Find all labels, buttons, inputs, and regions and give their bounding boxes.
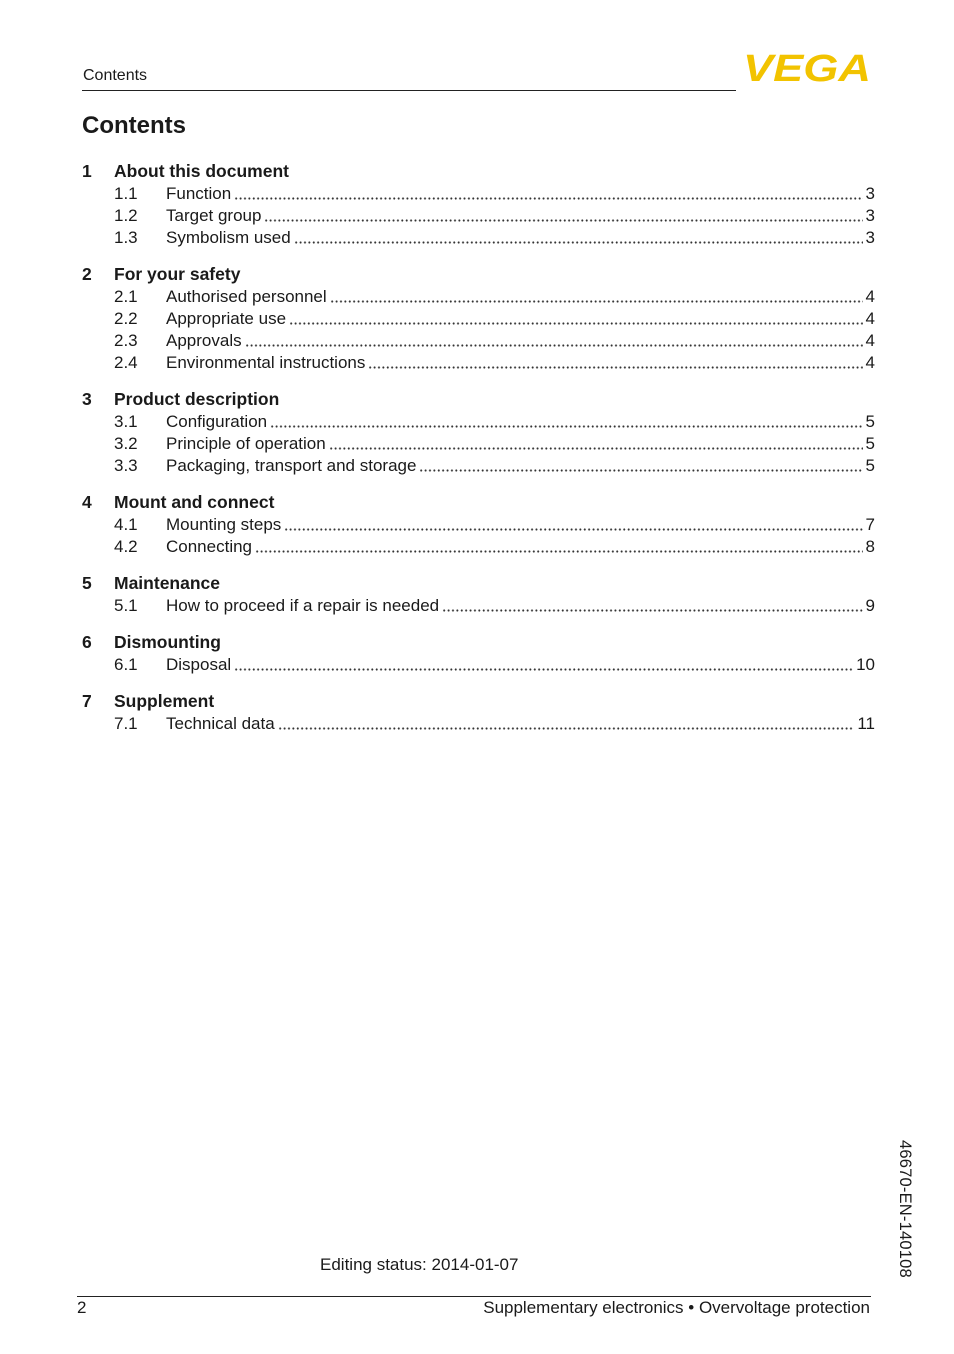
dot-leader bbox=[289, 322, 863, 325]
dot-leader bbox=[368, 366, 862, 369]
entry-page-number: 5 bbox=[865, 434, 875, 453]
entry-title: Target group bbox=[166, 206, 262, 225]
section-title: Maintenance bbox=[114, 572, 220, 593]
toc-section bbox=[82, 490, 875, 558]
entry-number: 4.2 bbox=[114, 537, 138, 556]
dot-leader bbox=[234, 197, 862, 200]
toc-section-heading[interactable] bbox=[82, 689, 875, 713]
toc-entry[interactable] bbox=[82, 330, 875, 352]
section-title: Product description bbox=[114, 388, 280, 409]
section-title: Mount and connect bbox=[114, 491, 275, 512]
dot-leader bbox=[329, 447, 863, 450]
entry-title: Principle of operation bbox=[166, 434, 326, 453]
entry-page-number: 3 bbox=[865, 206, 875, 225]
footer-page-number: 2 bbox=[77, 1298, 87, 1317]
entry-title: Technical data bbox=[166, 714, 275, 733]
section-number: 6 bbox=[82, 631, 92, 652]
footer-title: Supplementary electronics • Overvoltage protection bbox=[483, 1298, 870, 1317]
entry-page-number: 9 bbox=[865, 596, 875, 615]
entry-number: 6.1 bbox=[114, 655, 138, 674]
document-id: 46670-EN-140108 bbox=[896, 1140, 914, 1278]
editing-status: Editing status: 2014-01-07 bbox=[320, 1255, 519, 1274]
entry-number: 3.1 bbox=[114, 412, 138, 431]
entry-page-number: 5 bbox=[865, 456, 875, 475]
entry-number: 7.1 bbox=[114, 714, 138, 733]
entry-number: 1.1 bbox=[114, 184, 138, 203]
toc-section-heading[interactable] bbox=[82, 630, 875, 654]
entry-number: 5.1 bbox=[114, 596, 138, 615]
toc-entry[interactable] bbox=[82, 713, 875, 735]
toc-section-heading[interactable] bbox=[82, 490, 875, 514]
toc-entry[interactable] bbox=[82, 595, 875, 617]
entry-page-number: 3 bbox=[865, 228, 875, 247]
toc-entry[interactable] bbox=[82, 514, 875, 536]
entry-page-number: 10 bbox=[856, 655, 875, 674]
vega-logo-text: VEGA bbox=[743, 51, 871, 83]
entry-title: Function bbox=[166, 184, 232, 203]
page-title: Contents bbox=[82, 112, 186, 139]
toc-section-heading[interactable] bbox=[82, 262, 875, 286]
toc-entry[interactable] bbox=[82, 286, 875, 308]
section-number: 4 bbox=[82, 491, 92, 512]
entry-number: 2.1 bbox=[114, 287, 138, 306]
entry-title: Symbolism used bbox=[166, 228, 291, 247]
entry-page-number: 7 bbox=[865, 515, 875, 534]
entry-title: How to proceed if a repair is needed bbox=[166, 596, 440, 615]
entry-number: 3.3 bbox=[114, 456, 138, 475]
entry-title: Authorised personnel bbox=[166, 287, 327, 306]
section-title: Supplement bbox=[114, 690, 215, 711]
dot-leader bbox=[234, 668, 853, 671]
toc-entry[interactable] bbox=[82, 308, 875, 330]
entry-page-number: 4 bbox=[865, 287, 875, 306]
dot-leader bbox=[294, 241, 863, 244]
entry-number: 2.2 bbox=[114, 309, 138, 328]
section-number: 3 bbox=[82, 388, 92, 409]
entry-title: Connecting bbox=[166, 537, 253, 556]
section-title: Dismounting bbox=[114, 631, 221, 652]
toc-entry[interactable] bbox=[82, 352, 875, 374]
toc-section bbox=[82, 387, 875, 477]
entry-page-number: 11 bbox=[857, 714, 875, 733]
entry-number: 2.3 bbox=[114, 331, 138, 350]
entry-number: 3.2 bbox=[114, 434, 138, 453]
section-number: 7 bbox=[82, 690, 92, 711]
dot-leader bbox=[245, 344, 863, 347]
entry-number: 1.2 bbox=[114, 206, 138, 225]
section-title: For your safety bbox=[114, 263, 241, 284]
dot-leader bbox=[278, 727, 855, 730]
footer-rule bbox=[77, 1296, 871, 1297]
entry-page-number: 4 bbox=[865, 331, 875, 350]
dot-leader bbox=[419, 469, 862, 472]
header-rule bbox=[82, 90, 736, 91]
entry-page-number: 4 bbox=[865, 309, 875, 328]
entry-title: Appropriate use bbox=[166, 309, 287, 328]
toc-section-heading[interactable] bbox=[82, 387, 875, 411]
dot-leader bbox=[270, 425, 862, 428]
vega-logo bbox=[742, 51, 872, 83]
toc-section bbox=[82, 689, 875, 735]
entry-title: Configuration bbox=[166, 412, 268, 431]
section-number: 5 bbox=[82, 572, 92, 593]
dot-leader bbox=[264, 219, 862, 222]
toc-section-heading[interactable] bbox=[82, 159, 875, 183]
entry-title: Packaging, transport and storage bbox=[166, 456, 417, 475]
section-number: 1 bbox=[82, 160, 92, 181]
toc-entry[interactable] bbox=[82, 536, 875, 558]
entry-title: Environmental instructions bbox=[166, 353, 366, 372]
entry-number: 1.3 bbox=[114, 228, 138, 247]
toc-section bbox=[82, 159, 875, 249]
dot-leader bbox=[284, 528, 862, 531]
toc-entry[interactable] bbox=[82, 227, 875, 249]
entry-page-number: 3 bbox=[865, 184, 875, 203]
toc-entry[interactable] bbox=[82, 433, 875, 455]
dot-leader bbox=[442, 609, 862, 612]
dot-leader bbox=[255, 550, 863, 553]
toc-section bbox=[82, 630, 875, 676]
entry-page-number: 8 bbox=[865, 537, 875, 556]
entry-page-number: 5 bbox=[865, 412, 875, 431]
section-number: 2 bbox=[82, 263, 92, 284]
entry-title: Mounting steps bbox=[166, 515, 282, 534]
toc-section-heading[interactable] bbox=[82, 571, 875, 595]
entry-number: 2.4 bbox=[114, 353, 138, 372]
entry-page-number: 4 bbox=[865, 353, 875, 372]
entry-number: 4.1 bbox=[114, 515, 138, 534]
dot-leader bbox=[330, 300, 863, 303]
header-label: Contents bbox=[83, 67, 148, 84]
toc-section bbox=[82, 571, 875, 617]
toc-section bbox=[82, 262, 875, 374]
toc-entry[interactable] bbox=[82, 411, 875, 433]
entry-title: Approvals bbox=[166, 331, 242, 350]
section-title: About this document bbox=[114, 160, 289, 181]
toc-entry[interactable] bbox=[82, 205, 875, 227]
toc-entry[interactable] bbox=[82, 455, 875, 477]
toc-entry[interactable] bbox=[82, 654, 875, 676]
toc-entry[interactable] bbox=[82, 183, 875, 205]
entry-title: Disposal bbox=[166, 655, 232, 674]
table-of-contents bbox=[82, 159, 875, 748]
